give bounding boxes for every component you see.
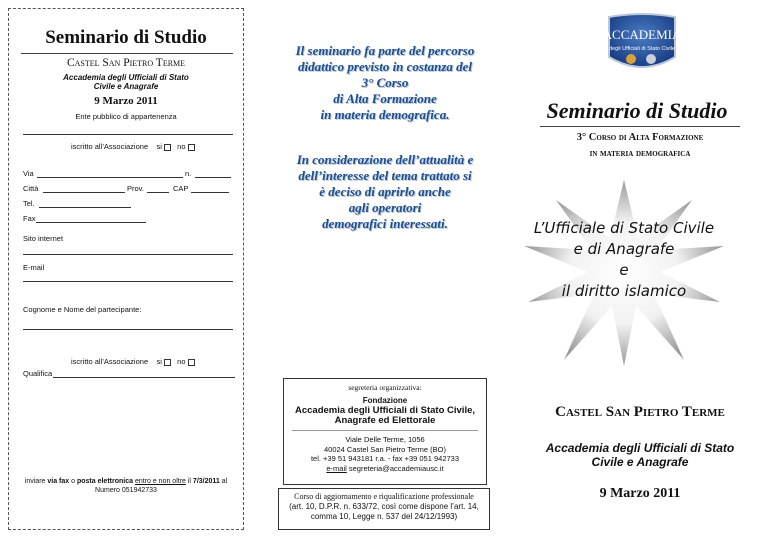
email-link[interactable]: e-mail: [326, 463, 347, 473]
secretariat-box: [283, 378, 487, 485]
registration-form: [8, 8, 244, 530]
qualifica-field[interactable]: [53, 377, 235, 378]
opening-paragraph: In considerazione dell’attualità e dell’interesse del tema trattato si è deciso di aprirlo anche agli operatori demografici interessati.: [296, 152, 474, 231]
title-divider-right: [540, 126, 740, 127]
send-instructions: inviare via fax o posta elettronica entro e non oltre il 7/3/2011 al Numero 051942733: [24, 478, 228, 494]
si-checkbox-2[interactable]: [164, 359, 171, 366]
via-field[interactable]: [37, 177, 183, 178]
academy-logo: [603, 13, 681, 73]
venue-place: Castel San Pietro Terme: [555, 404, 725, 420]
email-label: E-mail: [23, 263, 45, 272]
sito-label: Sito internet: [23, 234, 64, 243]
form-date: 9 Marzo 2011: [94, 95, 158, 107]
course-subtitle: 3° Corso di Alta Formazione in materia demografica: [576, 132, 704, 159]
cap-label: CAP: [173, 184, 189, 193]
prov-field[interactable]: [147, 192, 169, 193]
logo-subtitle: degli Ufficiali di Stato Civile: [609, 46, 675, 52]
no-checkbox-2[interactable]: [188, 359, 195, 366]
email-field[interactable]: [23, 281, 233, 282]
citta-label: Città: [23, 184, 39, 193]
title-divider: [21, 53, 233, 54]
intro-paragraph: Il seminario fa parte del percorso didattico previsto in costanza del 3° Corso di Alta Formazione in materia demografica.: [295, 43, 475, 122]
si-checkbox-1[interactable]: [164, 144, 171, 151]
brochure-title: Seminario di Studio: [546, 98, 728, 123]
via-label: Via: [23, 169, 34, 178]
course-box: Corso di aggiornamento e riqualificazione professionale (art. 10, D.P.R. n. 633/72, così come dispone l’art. 14, comma 10, Legge n. 537 del 24/12/1993): [278, 488, 490, 530]
form-place: Castel San Pietro Terme: [66, 57, 186, 69]
n-field[interactable]: [195, 177, 231, 178]
fax-label: Fax: [23, 214, 36, 223]
form-title: Seminario di Studio: [45, 27, 207, 48]
n-label: n.: [185, 169, 192, 178]
cap-field[interactable]: [191, 192, 229, 193]
prov-label: Prov.: [127, 184, 144, 193]
citta-field[interactable]: [43, 192, 125, 193]
secretariat-org: Fondazione Accademia degli Ufficiali di Stato Civile, Anagrafe ed Elettorale: [294, 396, 476, 426]
ente-label: Ente pubblico di appartenenza: [75, 112, 177, 121]
secretariat-contacts: Viale Delle Terme, 1056 40024 Castel San Pietro Terme (BO) tel. +39 51 943181 r.a. - fax +39 051 942733 e-mail segreteria@accademiausc.it: [310, 435, 460, 473]
no-checkbox-1[interactable]: [188, 144, 195, 151]
qualifica-label: Qualifica: [23, 369, 53, 378]
tel-label: Tel.: [23, 199, 35, 208]
iscritto-row-1: iscritto all’Associazione si no: [71, 142, 195, 151]
form-academy: Accademia degli Ufficiali di Stato Civile e Anagrafe: [63, 73, 189, 91]
cognome-label: Cognome e Nome del partecipante:: [23, 305, 142, 314]
secretariat-label: segreteria organizzativa:: [348, 383, 422, 392]
iscritto-row-2: iscritto all’Associazione si no: [71, 357, 195, 366]
fax-field[interactable]: [36, 222, 146, 223]
cognome-field[interactable]: [23, 329, 233, 330]
organizer-academy: Accademia degli Ufficiali di Stato Civile e Anagrafe: [545, 441, 735, 469]
logo-word: ACCADEMIA: [603, 27, 681, 42]
ente-field[interactable]: [23, 134, 233, 135]
seminar-topic: L’Ufficiale di Stato Civile e di Anagrafe e il diritto islamico: [533, 219, 715, 300]
seminar-date: 9 Marzo 2011: [599, 486, 681, 501]
sito-field[interactable]: [23, 254, 233, 255]
tel-field[interactable]: [39, 207, 131, 208]
